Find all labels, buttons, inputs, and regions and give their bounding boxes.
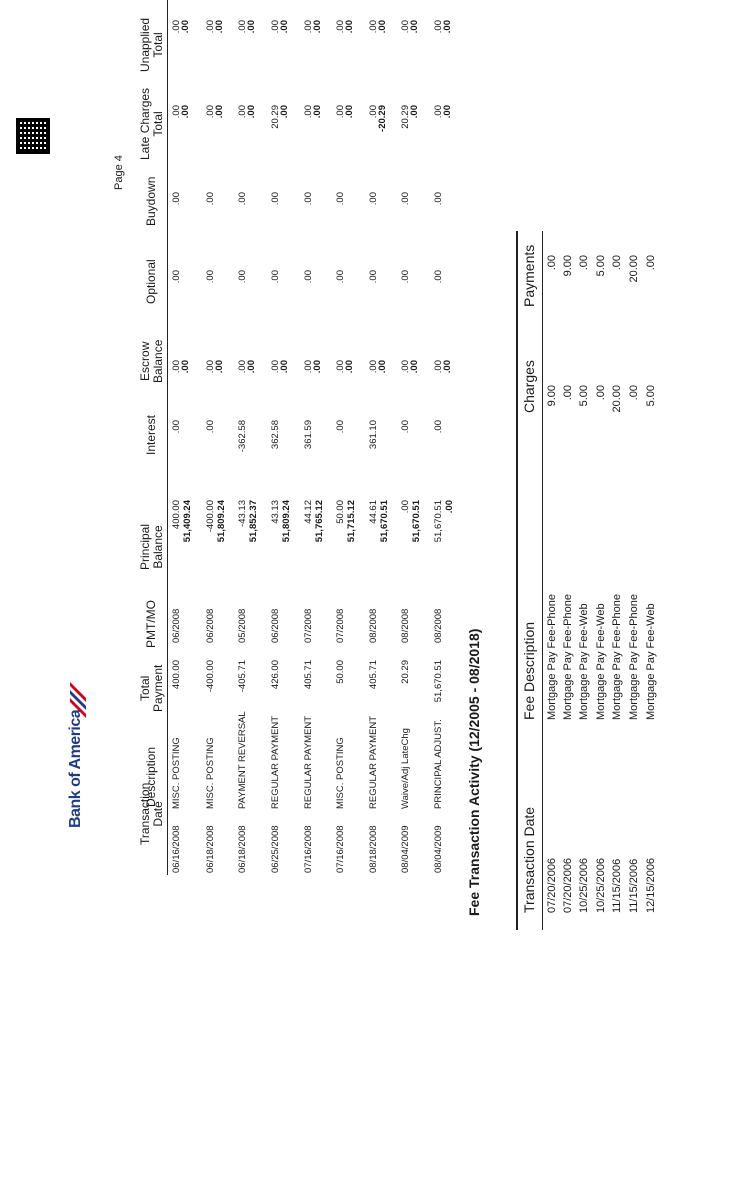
cell-total: 51,670.51: [433, 660, 444, 703]
fee-cell-charges: 5.00: [578, 385, 590, 407]
cell-unapplied: .00: [433, 20, 444, 34]
cell-date: 06/18/2008: [237, 825, 248, 873]
cell-total: 405.71: [368, 660, 379, 690]
cell-interest: 361.10: [368, 420, 379, 450]
fee-cell-date: 10/25/2006: [595, 857, 607, 913]
cell-escrow: .00: [368, 360, 379, 374]
cell-desc: MISC. POSTING: [171, 737, 182, 809]
header-description: Description: [144, 746, 158, 807]
cell-total: 400.00: [171, 660, 182, 690]
cell-principal: 44.12: [303, 500, 314, 524]
cell-escrow: .00: [400, 360, 411, 374]
cell-unapplied-bal: .00: [246, 20, 257, 34]
cell-principal-bal: 51,409.24: [182, 500, 193, 543]
cell-escrow: .00: [303, 360, 314, 374]
fee-header-date: Transaction Date: [521, 806, 537, 913]
cell-late-bal: .00: [409, 105, 420, 119]
cell-total: 50.00: [335, 660, 346, 684]
cell-late-bal: .00: [279, 105, 290, 119]
cell-interest: 361.59: [303, 420, 314, 450]
cell-principal: 50.00: [335, 500, 346, 524]
cell-escrow-bal: .00: [180, 360, 191, 374]
fee-top-rule: [516, 231, 518, 930]
cell-late-bal: .00: [344, 105, 355, 119]
cell-date: 08/04/2009: [400, 825, 411, 873]
cell-desc: MISC. POSTING: [335, 737, 346, 809]
cell-date: 06/16/2008: [171, 825, 182, 873]
cell-principal-bal: 51,715.12: [346, 500, 357, 543]
cell-optional: .00: [205, 270, 216, 284]
cell-escrow-bal: .00: [214, 360, 225, 374]
header-unapplied: Unapplied Total: [138, 17, 165, 72]
cell-late-bal: .00: [312, 105, 323, 119]
header-late-charges: Late Charges Total: [138, 87, 165, 160]
cell-escrow-bal: .00: [279, 360, 290, 374]
cell-late-bal: .00: [180, 105, 191, 119]
fee-cell-payments: .00: [645, 255, 657, 271]
cell-buydown: .00: [205, 192, 216, 206]
cell-principal-bal: 51,852.37: [248, 500, 259, 543]
fee-cell-charges: .00: [595, 385, 607, 401]
cell-buydown: .00: [171, 192, 182, 206]
cell-optional: .00: [171, 270, 182, 284]
bank-of-america-logo: [67, 710, 85, 828]
cell-unapplied: .00: [303, 20, 314, 34]
cell-principal: 43.13: [270, 500, 281, 524]
cell-optional: .00: [400, 270, 411, 284]
cell-late-bal: .00: [214, 105, 225, 119]
fee-header-description: Fee Description: [521, 621, 537, 720]
fee-cell-charges: 5.00: [645, 385, 657, 407]
cell-unapplied-bal: .00: [344, 20, 355, 34]
fee-cell-payments: 9.00: [562, 255, 574, 277]
fee-cell-payments: .00: [578, 255, 590, 271]
cell-buydown: .00: [270, 192, 281, 206]
cell-late-bal: .00: [246, 105, 257, 119]
cell-principal: -43.13: [237, 500, 248, 527]
cell-optional: .00: [303, 270, 314, 284]
fee-header-charges: Charges: [521, 360, 537, 413]
cell-optional: .00: [433, 270, 444, 284]
cell-late: .00: [433, 105, 444, 119]
cell-buydown: .00: [237, 192, 248, 206]
cell-principal: 44.61: [368, 500, 379, 524]
cell-principal: .00: [400, 500, 411, 514]
cell-late: 20.29: [270, 105, 281, 129]
cell-interest: .00: [433, 420, 444, 434]
cell-buydown: .00: [433, 192, 444, 206]
cell-pmtmo: 08/2008: [368, 608, 379, 643]
cell-late: .00: [237, 105, 248, 119]
header-interest: Interest: [144, 414, 158, 455]
cell-date: 06/25/2008: [270, 825, 281, 873]
cell-principal-bal: 51,670.51: [411, 500, 422, 543]
cell-principal-bal: 51,809.24: [281, 500, 292, 543]
fee-cell-charges: .00: [562, 385, 574, 401]
header-rule: [167, 0, 168, 875]
cell-unapplied-bal: .00: [279, 20, 290, 34]
fee-cell-payments: 20.00: [628, 255, 640, 283]
cell-late: .00: [171, 105, 182, 119]
cell-desc: REGULAR PAYMENT: [368, 715, 379, 809]
cell-principal: -400.00: [205, 500, 216, 533]
cell-date: 06/18/2008: [205, 825, 216, 873]
cell-interest: 362.58: [270, 420, 281, 450]
fee-header-rule: [542, 231, 543, 930]
header-date: Transaction Date: [138, 782, 165, 845]
fee-cell-payments: .00: [546, 255, 558, 271]
cell-escrow-bal: .00: [409, 360, 420, 374]
cell-escrow-bal: .00: [344, 360, 355, 374]
cell-unapplied-bal: .00: [180, 20, 191, 34]
cell-desc: REGULAR PAYMENT: [270, 715, 281, 809]
cell-unapplied-bal: .00: [214, 20, 225, 34]
cell-total: -405.71: [237, 660, 248, 693]
cell-pmtmo: 07/2008: [303, 608, 314, 643]
cell-unapplied-bal: .00: [442, 20, 453, 34]
cell-pmtmo: 06/2008: [205, 608, 216, 643]
fee-cell-desc: Mortgage Pay Fee-Web: [578, 603, 590, 720]
cell-buydown: .00: [368, 192, 379, 206]
cell-date: 08/04/2009: [433, 825, 444, 873]
fee-cell-desc: Mortgage Pay Fee-Phone: [546, 594, 558, 720]
cell-late-bal: .00: [442, 105, 453, 119]
cell-escrow-bal: .00: [377, 360, 388, 374]
cell-pmtmo: 06/2008: [171, 608, 182, 643]
cell-pmtmo: 06/2008: [270, 608, 281, 643]
cell-interest: .00: [171, 420, 182, 434]
cell-unapplied: .00: [205, 20, 216, 34]
fee-section-title: Fee Transaction Activity (12/2005 - 08/2018): [466, 628, 482, 916]
cell-late: .00: [205, 105, 216, 119]
cell-unapplied: .00: [171, 20, 182, 34]
cell-total: 405.71: [303, 660, 314, 690]
cell-unapplied-bal: .00: [409, 20, 420, 34]
cell-escrow: .00: [433, 360, 444, 374]
fee-cell-date: 12/15/2006: [645, 857, 657, 913]
header-principal: Principal Balance: [138, 523, 165, 570]
fee-cell-date: 07/20/2006: [562, 857, 574, 913]
header-optional: Optional: [144, 259, 158, 304]
cell-desc: REGULAR PAYMENT: [303, 715, 314, 809]
cell-interest: .00: [400, 420, 411, 434]
cell-escrow: .00: [171, 360, 182, 374]
fee-cell-date: 07/20/2006: [546, 857, 558, 913]
cell-late: 20.29: [400, 105, 411, 129]
cell-escrow: .00: [270, 360, 281, 374]
cell-escrow-bal: .00: [312, 360, 323, 374]
cell-desc: PAYMENT REVERSAL: [237, 711, 248, 809]
header-escrow: Escrow Balance: [138, 339, 165, 383]
cell-date: 07/16/2008: [335, 825, 346, 873]
cell-principal: 400.00: [171, 500, 182, 530]
cell-optional: .00: [335, 270, 346, 284]
fee-cell-date: 10/25/2006: [578, 857, 590, 913]
cell-buydown: .00: [335, 192, 346, 206]
cell-escrow: .00: [335, 360, 346, 374]
cell-late: .00: [335, 105, 346, 119]
fee-cell-date: 11/15/2006: [611, 858, 623, 913]
cell-late: .00: [303, 105, 314, 119]
cell-desc: MISC. POSTING: [205, 737, 216, 809]
cell-unapplied: .00: [270, 20, 281, 34]
cell-optional: .00: [237, 270, 248, 284]
cell-buydown: .00: [303, 192, 314, 206]
cell-principal-bal: 51,765.12: [314, 500, 325, 543]
cell-late: .00: [368, 105, 379, 119]
cell-principal: 51,670.51: [433, 500, 444, 543]
cell-unapplied: .00: [237, 20, 248, 34]
flag-logo-icon: [66, 680, 88, 720]
cell-interest: .00: [335, 420, 346, 434]
fee-cell-desc: Mortgage Pay Fee-Phone: [562, 594, 574, 720]
cell-optional: .00: [270, 270, 281, 284]
fee-cell-charges: 9.00: [546, 385, 558, 407]
fee-cell-desc: Mortgage Pay Fee-Web: [595, 603, 607, 720]
fee-cell-payments: 5.00: [595, 255, 607, 277]
cell-unapplied: .00: [368, 20, 379, 34]
header-pmt-mo: PMT/MO: [144, 600, 158, 648]
cell-pmtmo: 08/2008: [433, 608, 444, 643]
cell-buydown: .00: [400, 192, 411, 206]
cell-unapplied-bal: .00: [312, 20, 323, 34]
fee-header-payments: Payments: [521, 244, 537, 307]
fee-cell-date: 11/15/2006: [628, 858, 640, 913]
cell-total: 20.29: [400, 660, 411, 684]
cell-interest: -362.58: [237, 420, 248, 453]
cell-total: -400.00: [205, 660, 216, 693]
cell-pmtmo: 05/2008: [237, 608, 248, 643]
cell-desc: Waive/Adj LateChg: [400, 728, 411, 809]
brand-name: Bank of America: [67, 709, 84, 828]
cell-unapplied: .00: [335, 20, 346, 34]
cell-date: 08/18/2008: [368, 825, 379, 873]
cell-escrow-bal: .00: [442, 360, 453, 374]
cell-unapplied: .00: [400, 20, 411, 34]
cell-escrow: .00: [205, 360, 216, 374]
fee-cell-desc: Mortgage Pay Fee-Web: [645, 603, 657, 720]
cell-pmtmo: 07/2008: [335, 608, 346, 643]
fee-cell-charges: .00: [628, 385, 640, 401]
cell-date: 07/16/2008: [303, 825, 314, 873]
header-buydown: Buydown: [144, 176, 158, 226]
cell-escrow-bal: .00: [246, 360, 257, 374]
cell-escrow: .00: [237, 360, 248, 374]
cell-principal-bal: 51,670.51: [379, 500, 390, 543]
fee-cell-desc: Mortgage Pay Fee-Phone: [611, 594, 623, 720]
cell-unapplied-bal: .00: [377, 20, 388, 34]
page-number: Page 4: [113, 155, 125, 190]
fee-cell-desc: Mortgage Pay Fee-Phone: [628, 594, 640, 720]
cell-principal-bal: .00: [444, 500, 455, 514]
fee-cell-payments: .00: [611, 255, 623, 271]
datamatrix-code-icon: [16, 118, 50, 154]
cell-total: 426.00: [270, 660, 281, 690]
cell-interest: .00: [205, 420, 216, 434]
fee-cell-charges: 20.00: [611, 385, 623, 413]
cell-pmtmo: 08/2008: [400, 608, 411, 643]
cell-optional: .00: [368, 270, 379, 284]
header-total-payment: Total Payment: [138, 664, 165, 712]
cell-desc: PRINCIPAL ADJUST.: [433, 719, 444, 809]
cell-principal-bal: 51,809.24: [216, 500, 227, 543]
cell-late-bal: -20.29: [377, 105, 388, 132]
